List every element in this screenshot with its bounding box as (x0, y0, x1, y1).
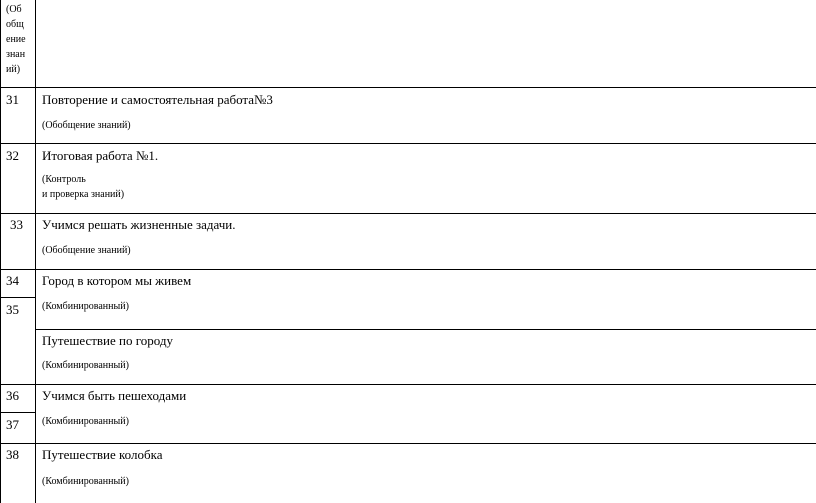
lesson-title: Путешествие по городу (42, 333, 173, 348)
lesson-number: 34 (6, 273, 19, 288)
lesson-type: (Комбинированный) (42, 360, 129, 371)
lesson-type: (Комбинированный) (42, 476, 129, 487)
row-divider-number-column (0, 297, 35, 298)
header-line: общ (6, 19, 24, 30)
row-divider-number-column (0, 412, 35, 413)
lesson-type: (Комбинированный) (42, 301, 129, 312)
header-line: ий) (6, 64, 21, 75)
row-divider (0, 213, 816, 214)
lesson-title: Путешествие колобка (42, 447, 163, 462)
lesson-number: 33 (10, 217, 23, 232)
lesson-number: 35 (6, 302, 19, 317)
row-divider (0, 143, 816, 144)
row-divider-content-column (35, 329, 816, 330)
lesson-number: 32 (6, 148, 19, 163)
lesson-title: Учимся решать жизненные задачи. (42, 217, 236, 232)
lesson-title: Учимся быть пешеходами (42, 388, 187, 403)
lesson-type: (Комбинированный) (42, 416, 129, 427)
table-left-border (0, 0, 1, 503)
lesson-title: Город в котором мы живем (42, 273, 192, 288)
lesson-type: (Контроль (42, 174, 86, 185)
row-divider (0, 443, 816, 444)
lesson-number: 37 (6, 417, 19, 432)
column-divider (35, 0, 36, 503)
lesson-number: 38 (6, 447, 19, 462)
header-line: знан (6, 49, 26, 60)
lesson-title: Итоговая работа №1. (42, 148, 159, 163)
lesson-type: (Обобщение знаний) (42, 245, 131, 256)
lesson-type: и проверка знаний) (42, 189, 125, 200)
row-divider (0, 384, 816, 385)
header-line: (Об (6, 4, 22, 15)
row-divider (0, 269, 816, 270)
header-line: ение (6, 34, 26, 45)
lesson-number: 36 (6, 388, 19, 403)
lesson-type: (Обобщение знаний) (42, 120, 131, 131)
lesson-title: Повторение и самостоятельная работа№3 (42, 92, 273, 107)
lesson-number: 31 (6, 92, 19, 107)
row-divider (0, 87, 816, 88)
